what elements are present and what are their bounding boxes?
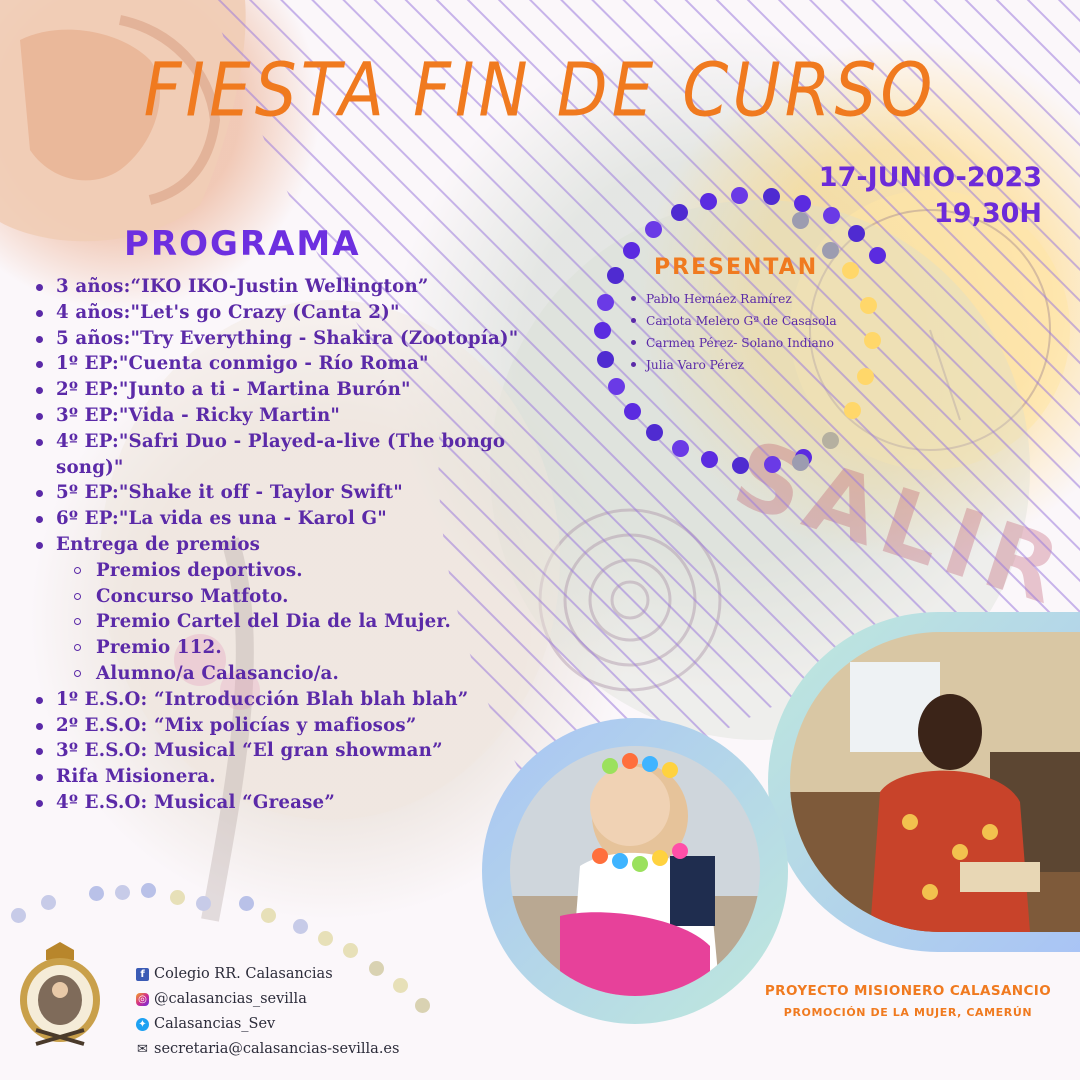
instagram-row[interactable] xyxy=(136,987,399,1012)
award-item: Premios deportivos. xyxy=(30,558,590,584)
twitter-row[interactable] xyxy=(136,1012,399,1037)
program-item: Rifa Misionera. xyxy=(30,764,590,790)
arc-dot xyxy=(261,908,276,923)
school-crest-logo xyxy=(14,940,106,1055)
arc-dot xyxy=(196,896,211,911)
email-icon: ✉ xyxy=(137,1042,148,1057)
program-item: 1º E.S.O: “Introducción Blah blah blah” xyxy=(30,687,590,713)
program-item: 3 años:“IKO IKO-Justin Wellington” xyxy=(30,274,590,300)
twitter-icon: ✦ xyxy=(136,1018,149,1031)
facebook-row[interactable] xyxy=(136,962,399,987)
event-date: 17-JUNIO-2023 xyxy=(818,162,1042,193)
program-item: Entrega de premios xyxy=(30,532,590,558)
email-row[interactable] xyxy=(136,1037,399,1062)
award-item: Alumno/a Calasancio/a. xyxy=(30,661,590,687)
arc-dot xyxy=(318,931,333,946)
presenter-name: Carmen Pérez- Solano Indiano xyxy=(630,332,837,354)
photo-project-woman xyxy=(790,632,1080,932)
facebook-icon: f xyxy=(136,968,149,981)
project-caption xyxy=(748,983,1068,1019)
twitter-handle[interactable]: Calasancias_Sev xyxy=(154,1016,276,1032)
arc-dot xyxy=(239,896,254,911)
program-item: 5º EP:"Shake it off - Taylor Swift" xyxy=(30,480,590,506)
program-item: 2º EP:"Junto a ti - Martina Burón" xyxy=(30,377,590,403)
project-title: PROYECTO MISIONERO CALASANCIO xyxy=(764,983,1052,999)
programa-heading: PROGRAMA xyxy=(124,224,361,264)
program-item: 2º E.S.O: “Mix policías y mafiosos” xyxy=(30,713,590,739)
arc-dot xyxy=(141,883,156,898)
photo-child xyxy=(510,746,760,996)
project-subtitle: PROMOCIÓN DE LA MUJER, CAMERÚN xyxy=(783,1006,1033,1019)
arc-dot xyxy=(415,998,430,1013)
program-item: 1º EP:"Cuenta conmigo - Río Roma" xyxy=(30,351,590,377)
presenter-name: Julia Varo Pérez xyxy=(630,354,837,376)
event-title: FIESTA FIN DE CURSO xyxy=(143,47,937,134)
award-item: Premio Cartel del Dia de la Mujer. xyxy=(30,609,590,635)
arc-dot xyxy=(89,886,104,901)
program-item: 4º E.S.O: Musical “Grease” xyxy=(30,790,590,816)
presentan-heading: PRESENTAN xyxy=(654,255,819,280)
program-item: 4º EP:"Safri Duo - Played-a-live (The bongo song)" xyxy=(30,429,556,481)
instagram-handle[interactable]: @calasancias_sevilla xyxy=(154,991,307,1007)
social-contacts xyxy=(136,962,399,1062)
arc-dot xyxy=(293,919,308,934)
award-item: Premio 112. xyxy=(30,635,590,661)
award-item: Concurso Matfoto. xyxy=(30,584,590,610)
presenter-name: Carlota Melero Gª de Casasola xyxy=(630,310,837,332)
facebook-handle[interactable]: Colegio RR. Calasancias xyxy=(154,966,333,982)
email-address[interactable]: secretaria@calasancias-sevilla.es xyxy=(154,1041,400,1057)
program-item: 3º EP:"Vida - Ricky Martin" xyxy=(30,403,590,429)
arc-dot xyxy=(11,908,26,923)
program-item: 4 años:"Let's go Crazy (Canta 2)" xyxy=(30,300,590,326)
program-item: 3º E.S.O: Musical “El gran showman” xyxy=(30,738,590,764)
arc-dot xyxy=(41,895,56,910)
arc-dot xyxy=(170,890,185,905)
arc-dot xyxy=(343,943,358,958)
presenter-name: Pablo Hernáez Ramírez xyxy=(630,288,837,310)
photo-project-woman-image xyxy=(790,632,1080,932)
arc-dot xyxy=(115,885,130,900)
program-item: 6º EP:"La vida es una - Karol G" xyxy=(30,506,590,532)
photo-child-image xyxy=(510,746,760,996)
event-time: 19,30H xyxy=(934,198,1042,229)
program-item: 5 años:"Try Everything - Shakira (Zootopía)" xyxy=(30,326,590,352)
instagram-icon: ◎ xyxy=(136,993,149,1006)
